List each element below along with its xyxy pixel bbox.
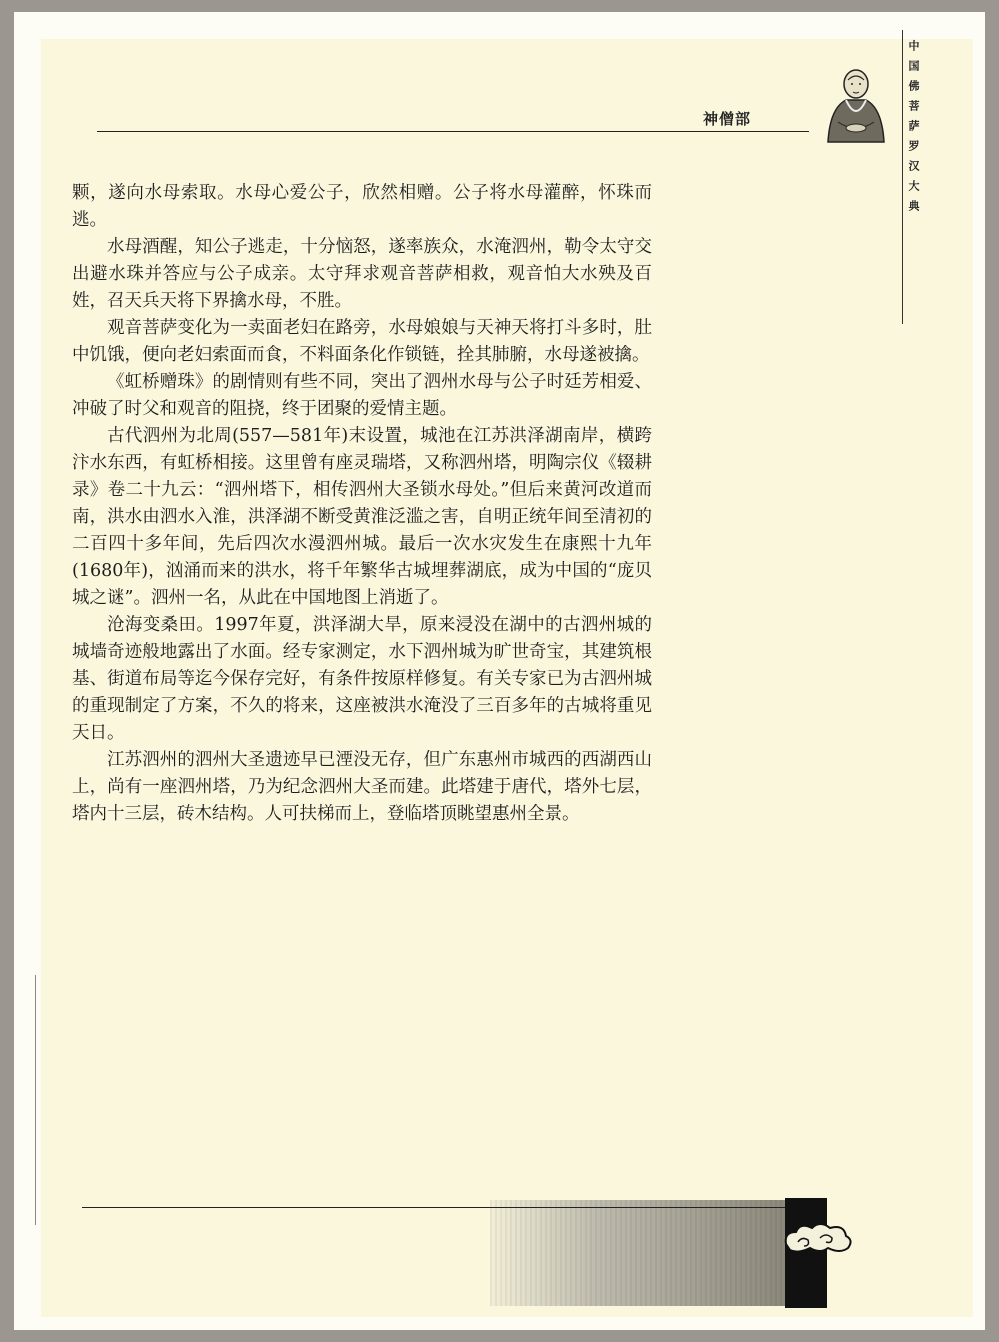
header-rule	[97, 131, 809, 132]
section-title: 神僧部	[703, 110, 752, 128]
cloud-ornament-icon	[780, 1220, 856, 1256]
page-edge-line	[35, 975, 36, 1225]
paragraph: 古代泗州为北周(557—581年)末设置，城池在江苏洪泽湖南岸，横跨汴水东西，有虹桥相接。这里曾有座灵瑞塔，又称泗州塔，明陶宗仪《辍耕录》卷二十九云：“泗州塔下，相传泗州大圣锁水母处。”但后来黄河改道而南，洪水由泗水入淮，洪泽湖不断受黄淮泛滥之害，自明正统年间至清初的二百四十多年间，先后四次水漫泗州城。最后一次水灾发生在康熙十九年(1680年)，汹涌而来的洪水，将千年繁华古城埋葬湖底，成为中国的“庞贝城之谜”。泗州一名，从此在中国地图上消逝了。	[72, 426, 652, 608]
book-title: 中国佛菩萨罗汉大典	[907, 40, 920, 220]
paragraph: 观音菩萨变化为一卖面老妇在路旁，水母娘娘与天神天将打斗多时，肚中饥饿，便向老妇索面而食，不料面条化作锁链，拴其肺腑，水母遂被擒。	[72, 318, 652, 365]
footer-rule	[82, 1207, 790, 1208]
vertical-rule	[902, 30, 903, 324]
paragraph: 颗，遂向水母索取。水母心爱公子，欣然相赠。公子将水母灌醉，怀珠而逃。	[72, 183, 652, 230]
paragraph: 沧海变桑田。1997年夏，洪泽湖大旱，原来浸没在湖中的古泗州城的城墙奇迹般地露出了水面。经专家测定，水下泗州城为旷世奇宝，其建筑根基、街道布局等迄今保存完好，有条件按原样修复。有关专家已为古泗州城的重现制定了方案，不久的将来，这座被洪水淹没了三百多年的古城将重见天日。	[72, 615, 652, 743]
paragraph: 《虹桥赠珠》的剧情则有些不同，突出了泗州水母与公子时廷芳相爱、冲破了时父和观音的阻挠，终于团聚的爱情主题。	[72, 372, 652, 419]
paragraph: 江苏泗州的泗州大圣遗迹早已湮没无存，但广东惠州市城西的西湖西山上，尚有一座泗州塔，乃为纪念泗州大圣而建。此塔建于唐代，塔外七层，塔内十三层，砖木结构。人可扶梯而上，登临塔顶眺望惠州全景。	[72, 750, 652, 824]
footer-band	[490, 1200, 790, 1306]
paragraph: 水母酒醒，知公子逃走，十分恼怒，遂率族众，水淹泗州，勒令太守交出避水珠并答应与公子成亲。太守拜求观音菩萨相救，观音怕大水殃及百姓，召天兵天将下界擒水母，不胜。	[72, 237, 652, 311]
body-text	[72, 180, 652, 828]
monk-portrait-icon	[822, 62, 890, 144]
